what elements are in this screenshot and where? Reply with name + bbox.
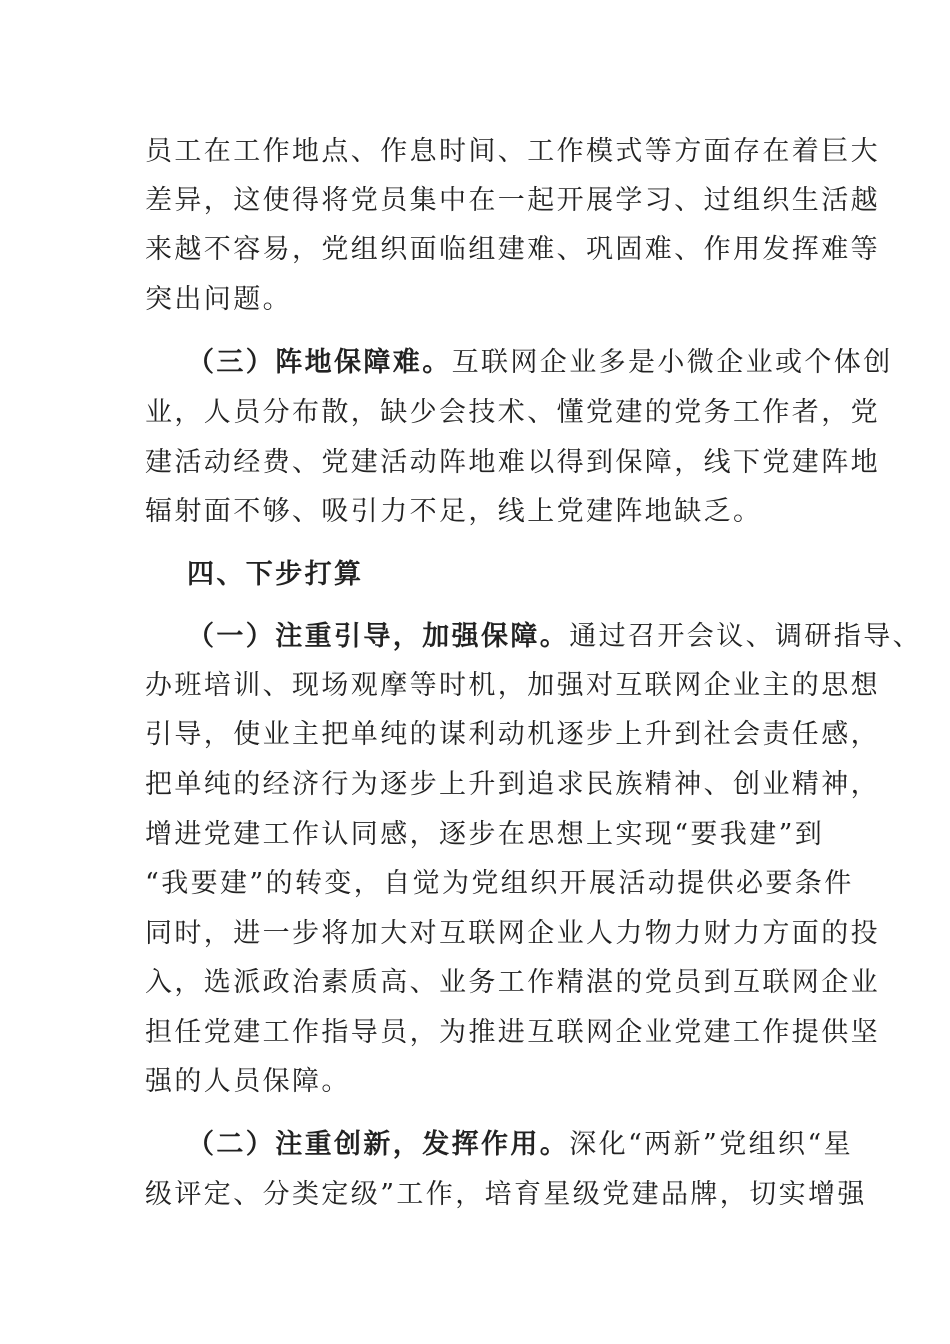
- body-line: 办班培训、现场观摩等时机，加强对互联网企业主的思想: [145, 670, 880, 701]
- paragraph-heading: （三）阵地保障难。: [187, 347, 452, 378]
- body-line: 同时，进一步将加大对互联网企业人力物力财力方面的投: [145, 918, 880, 949]
- body-line: 引导，使业主把单纯的谋利动机逐步上升到社会责任感，: [145, 719, 880, 750]
- paragraph-heading: （一）注重引导，加强保障。: [187, 621, 570, 652]
- body-line: 级评定、分类定级”工作，培育星级党建品牌，切实增强: [145, 1179, 867, 1210]
- body-line: 辐射面不够、吸引力不足，线上党建阵地缺乏。: [145, 496, 763, 527]
- section-heading-line: [187, 555, 363, 595]
- body-line: 业，人员分布散，缺少会技术、懂党建的党务工作者，党: [145, 397, 880, 428]
- body-line: 强的人员保障。: [145, 1066, 351, 1097]
- body-line: 入，选派政治素质高、业务工作精湛的党员到互联网企业: [145, 967, 880, 998]
- body-line: “我要建”的转变，自觉为党组织开展活动提供必要条件: [145, 868, 854, 899]
- paragraph-heading-line: （二）注重创新，发挥作用。深化“两新”党组织“星: [187, 1129, 854, 1160]
- section-heading: 四、下步打算: [187, 559, 364, 590]
- body-line: 突出问题。: [145, 284, 292, 315]
- body-line: 来越不容易，党组织面临组建难、巩固难、作用发挥难等: [145, 234, 880, 265]
- body-line: 把单纯的经济行为逐步上升到追求民族精神、创业精神，: [145, 769, 880, 800]
- body-line: 员工在工作地点、作息时间、工作模式等方面存在着巨大: [145, 136, 880, 167]
- body-line: 建活动经费、党建活动阵地难以得到保障，线下党建阵地: [145, 447, 880, 478]
- body-line: 增进党建工作认同感，逐步在思想上实现“要我建”到: [145, 819, 825, 850]
- paragraph-heading-line: （三）阵地保障难。互联网企业多是小微企业或个体创: [187, 347, 893, 378]
- paragraph-heading-line: （一）注重引导，加强保障。通过召开会议、调研指导、: [187, 621, 923, 652]
- body-line: 担任党建工作指导员，为推进互联网企业党建工作提供坚: [145, 1017, 880, 1048]
- paragraph-heading: （二）注重创新，发挥作用。: [187, 1129, 570, 1160]
- body-line: 差异，这使得将党员集中在一起开展学习、过组织生活越: [145, 185, 880, 216]
